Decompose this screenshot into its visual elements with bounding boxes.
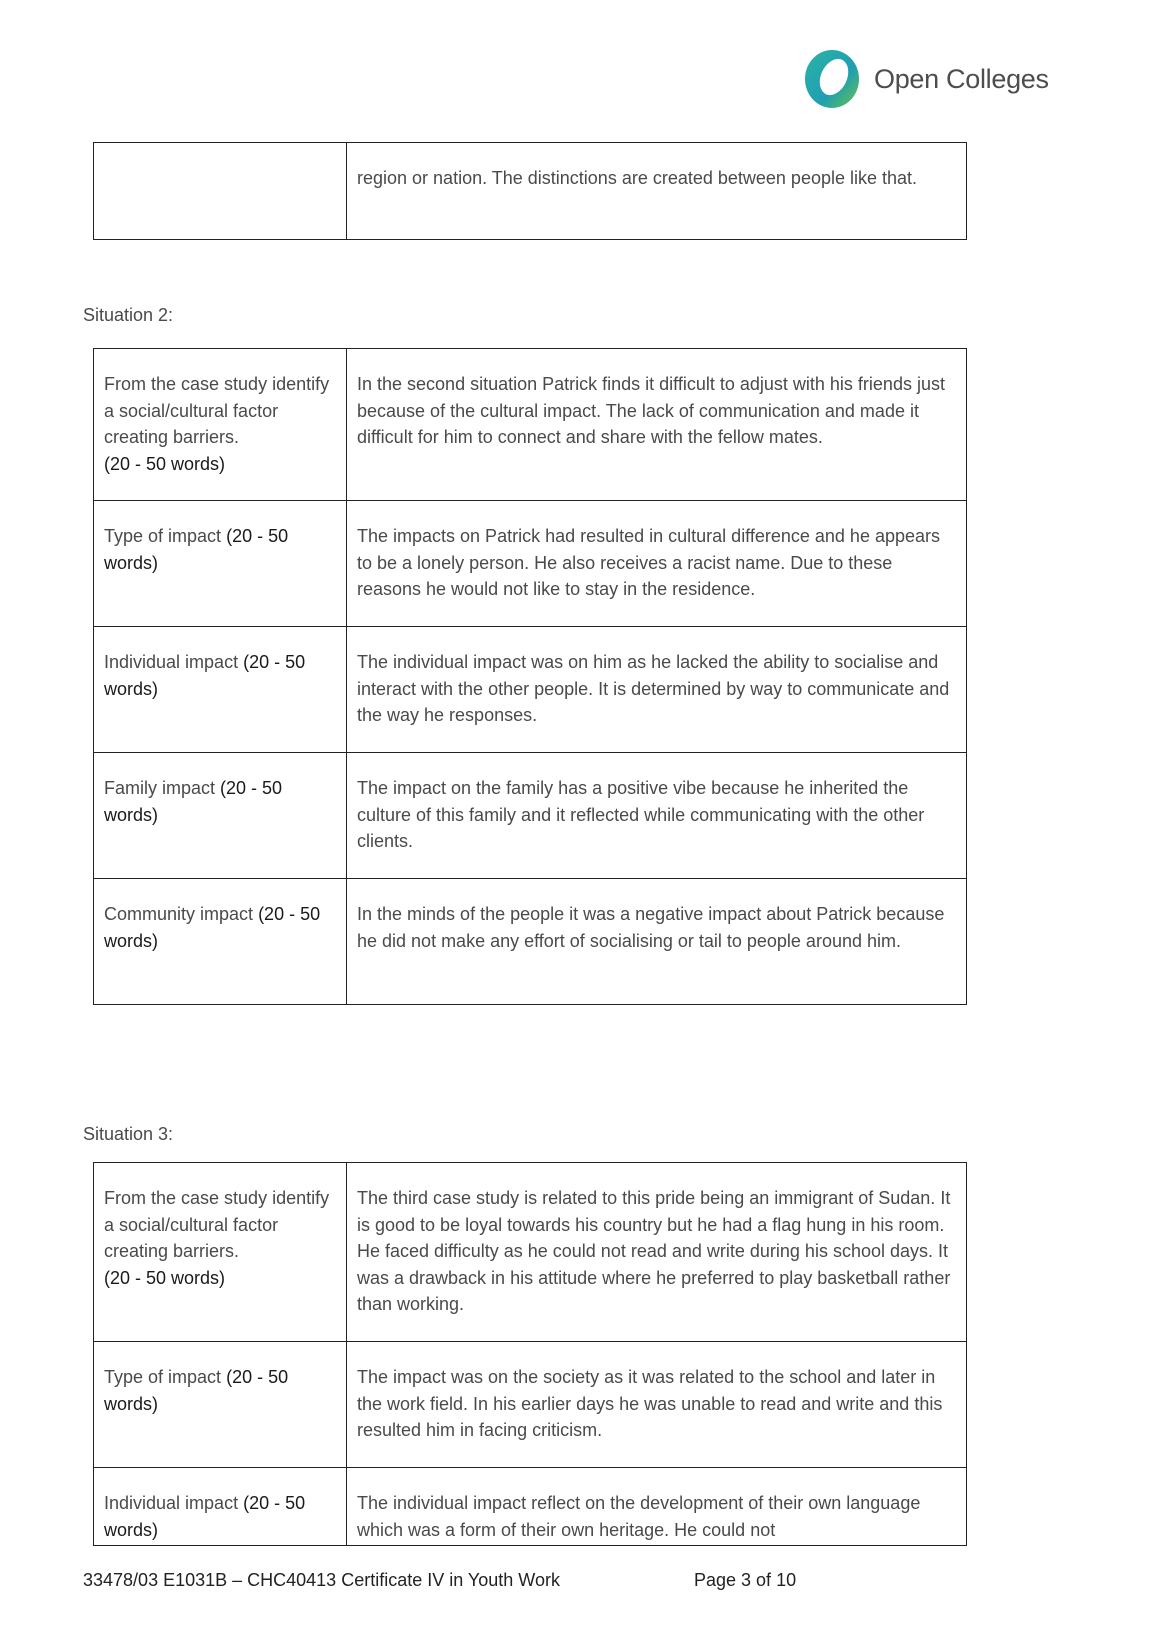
table-row — [94, 879, 967, 1005]
question-cell: From the case study identify a social/cultural factor creating barriers. (20 - 50 words) — [94, 349, 347, 501]
table-row — [94, 627, 967, 753]
table-row — [94, 1342, 967, 1468]
table-row — [94, 349, 967, 501]
answer-cell: The third case study is related to this pride being an immigrant of Sudan. It is good to be loyal towards his country but he had a flag hung in his room. He faced difficulty as he could not read and write during his school days. It was a drawback in his attitude where he preferred to play basketball rather than working. — [347, 1163, 967, 1342]
question-cell: Individual impact (20 - 50 words) — [94, 1468, 347, 1546]
answer-cell: The individual impact reflect on the development of their own language which was a form of their own heritage. He could not — [347, 1468, 967, 1546]
question-cell: Individual impact (20 - 50 words) — [94, 627, 347, 753]
footer-page-number: Page 3 of 10 — [694, 1570, 797, 1590]
table-row — [94, 143, 967, 240]
table-row — [94, 753, 967, 879]
table-row — [94, 1163, 967, 1342]
answer-cell: The impact on the family has a positive vibe because he inherited the culture of this family and it reflected while communicating with the other clients. — [347, 753, 967, 879]
situation-3-heading: Situation 3: — [83, 1124, 174, 1144]
continued-table — [93, 142, 967, 240]
table-row — [94, 501, 967, 627]
question-cell: Community impact (20 - 50 words) — [94, 879, 347, 1005]
logo-text: Open Colleges — [874, 63, 1049, 94]
open-colleges-logo — [800, 46, 1049, 112]
answer-cell: region or nation. The distinctions are created between people like that. — [347, 143, 967, 240]
question-cell: Type of impact (20 - 50 words) — [94, 501, 347, 627]
question-cell — [94, 143, 347, 240]
situation-2-table — [93, 348, 967, 1005]
answer-cell: In the minds of the people it was a negative impact about Patrick because he did not make any effort of socialising or tail to people around him. — [347, 879, 967, 1005]
table-row — [94, 1468, 967, 1546]
situation-3-table — [93, 1162, 967, 1546]
answer-cell: The impact was on the society as it was related to the school and later in the work field. In his earlier days he was unable to read and write and this resulted him in facing criticism. — [347, 1342, 967, 1468]
question-cell: Family impact (20 - 50 words) — [94, 753, 347, 879]
question-cell: Type of impact (20 - 50 words) — [94, 1342, 347, 1468]
answer-cell: In the second situation Patrick finds it difficult to adjust with his friends just because of the cultural impact. The lack of communication and made it difficult for him to connect and share with the fellow mates. — [347, 349, 967, 501]
answer-cell: The individual impact was on him as he lacked the ability to socialise and interact with the other people. It is determined by way to communicate and the way he responses. — [347, 627, 967, 753]
question-cell: From the case study identify a social/cultural factor creating barriers. (20 - 50 words) — [94, 1163, 347, 1342]
answer-cell: The impacts on Patrick had resulted in cultural difference and he appears to be a lonely person. He also receives a racist name. Due to these reasons he would not like to stay in the residence. — [347, 501, 967, 627]
situation-2-heading: Situation 2: — [83, 305, 174, 325]
open-colleges-ring-logo-icon — [800, 47, 864, 111]
footer-course: 33478/03 E1031B – CHC40413 Certificate IV in Youth Work — [83, 1570, 560, 1590]
